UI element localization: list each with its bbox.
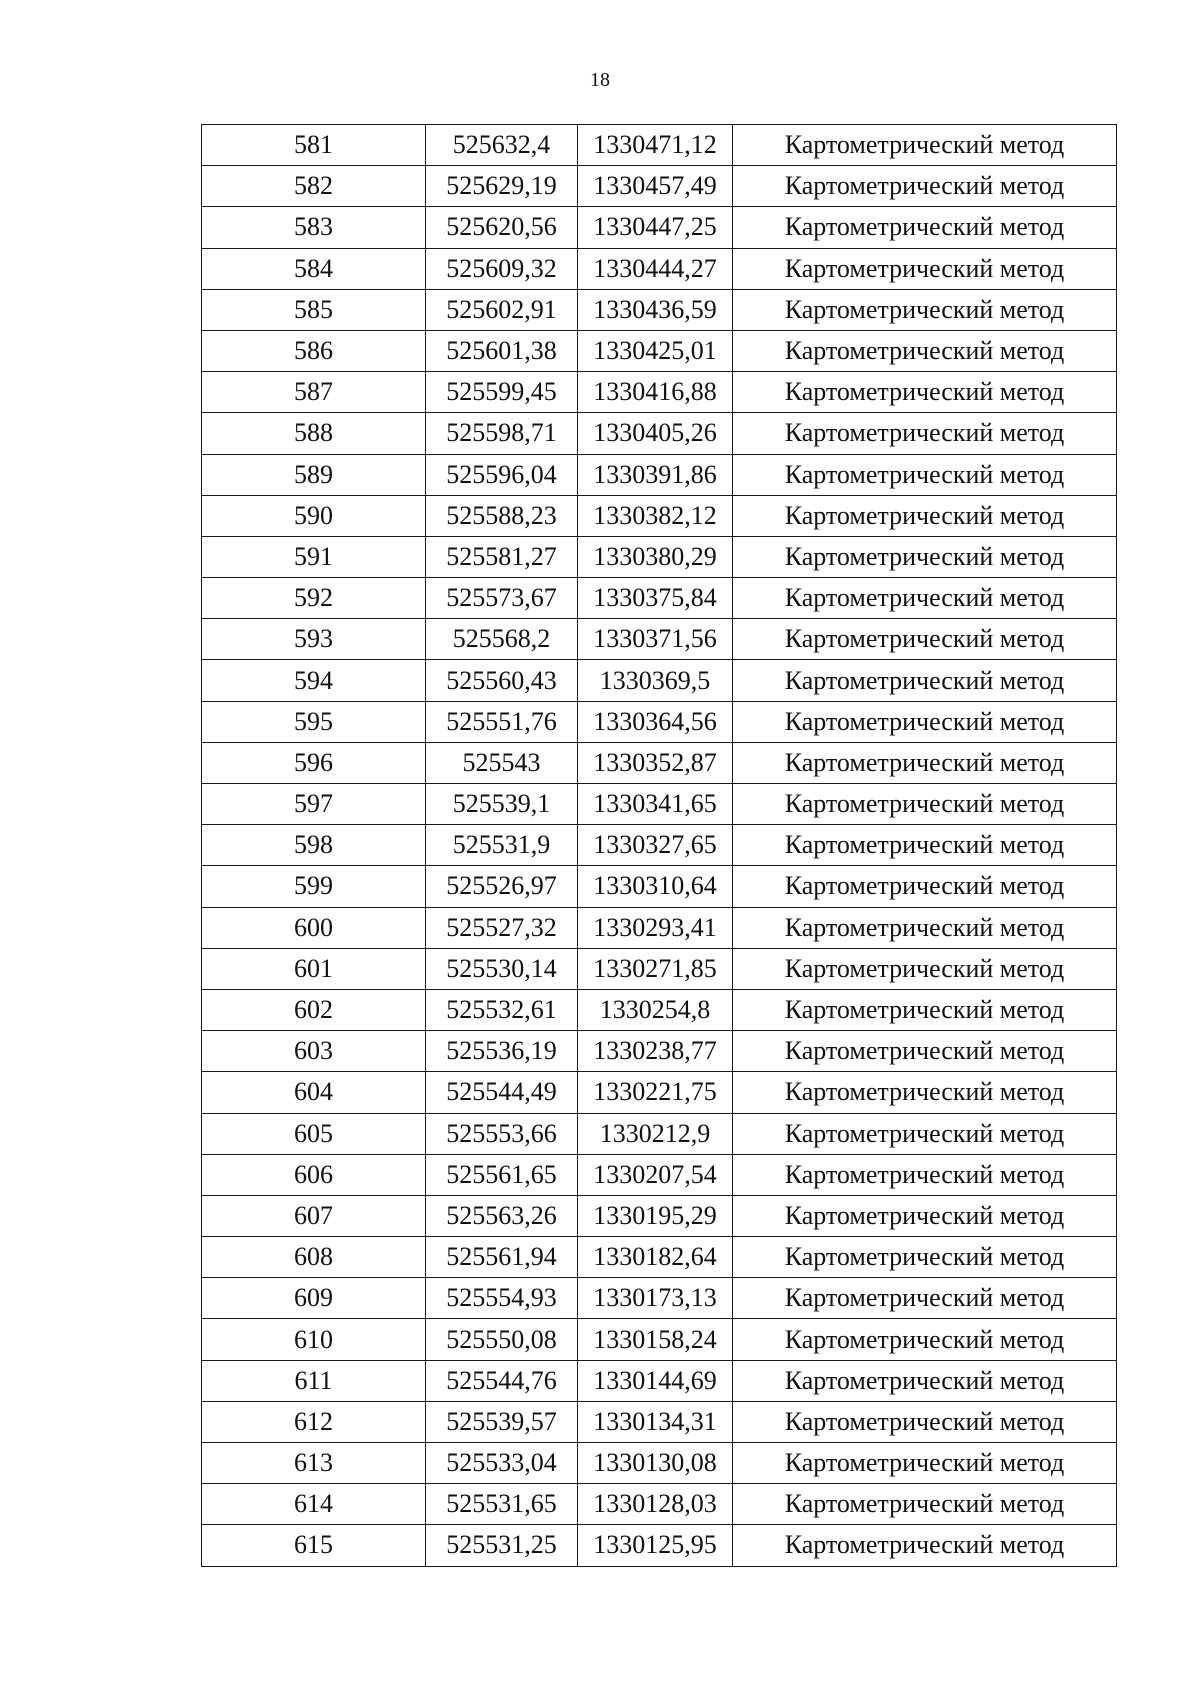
table-row xyxy=(202,1401,1117,1442)
method-cell: Картометрический метод xyxy=(733,989,1117,1030)
x-coordinate-cell: 525544,49 xyxy=(426,1072,578,1113)
x-coordinate-cell: 525581,27 xyxy=(426,536,578,577)
table-row xyxy=(202,1113,1117,1154)
y-coordinate-cell: 1330369,5 xyxy=(578,660,733,701)
y-coordinate-cell: 1330341,65 xyxy=(578,784,733,825)
y-coordinate-cell: 1330144,69 xyxy=(578,1360,733,1401)
y-coordinate-cell: 1330471,12 xyxy=(578,125,733,166)
table-row xyxy=(202,866,1117,907)
table-row xyxy=(202,989,1117,1030)
x-coordinate-cell: 525536,19 xyxy=(426,1031,578,1072)
point-number-cell: 583 xyxy=(202,207,426,248)
table-row xyxy=(202,495,1117,536)
y-coordinate-cell: 1330444,27 xyxy=(578,248,733,289)
point-number-cell: 609 xyxy=(202,1278,426,1319)
y-coordinate-cell: 1330327,65 xyxy=(578,825,733,866)
x-coordinate-cell: 525568,2 xyxy=(426,619,578,660)
x-coordinate-cell: 525560,43 xyxy=(426,660,578,701)
x-coordinate-cell: 525561,94 xyxy=(426,1237,578,1278)
point-number-cell: 582 xyxy=(202,166,426,207)
page-number: 18 xyxy=(590,69,610,91)
method-cell: Картометрический метод xyxy=(733,248,1117,289)
table-row xyxy=(202,1319,1117,1360)
point-number-cell: 610 xyxy=(202,1319,426,1360)
point-number-cell: 591 xyxy=(202,536,426,577)
y-coordinate-cell: 1330457,49 xyxy=(578,166,733,207)
y-coordinate-cell: 1330182,64 xyxy=(578,1237,733,1278)
table-row xyxy=(202,1031,1117,1072)
method-cell: Картометрический метод xyxy=(733,536,1117,577)
point-number-cell: 606 xyxy=(202,1154,426,1195)
table-row xyxy=(202,1278,1117,1319)
y-coordinate-cell: 1330254,8 xyxy=(578,989,733,1030)
y-coordinate-cell: 1330416,88 xyxy=(578,372,733,413)
point-number-cell: 603 xyxy=(202,1031,426,1072)
point-number-cell: 605 xyxy=(202,1113,426,1154)
table-row xyxy=(202,372,1117,413)
table-row xyxy=(202,784,1117,825)
table-row xyxy=(202,125,1117,166)
x-coordinate-cell: 525531,25 xyxy=(426,1525,578,1566)
table-row xyxy=(202,1443,1117,1484)
method-cell: Картометрический метод xyxy=(733,495,1117,536)
point-number-cell: 590 xyxy=(202,495,426,536)
point-number-cell: 613 xyxy=(202,1443,426,1484)
y-coordinate-cell: 1330221,75 xyxy=(578,1072,733,1113)
x-coordinate-cell: 525561,65 xyxy=(426,1154,578,1195)
y-coordinate-cell: 1330352,87 xyxy=(578,742,733,783)
method-cell: Картометрический метод xyxy=(733,1484,1117,1525)
y-coordinate-cell: 1330158,24 xyxy=(578,1319,733,1360)
y-coordinate-cell: 1330128,03 xyxy=(578,1484,733,1525)
x-coordinate-cell: 525543 xyxy=(426,742,578,783)
method-cell: Картометрический метод xyxy=(733,578,1117,619)
x-coordinate-cell: 525539,1 xyxy=(426,784,578,825)
x-coordinate-cell: 525539,57 xyxy=(426,1401,578,1442)
point-number-cell: 592 xyxy=(202,578,426,619)
point-number-cell: 585 xyxy=(202,289,426,330)
method-cell: Картометрический метод xyxy=(733,1237,1117,1278)
method-cell: Картометрический метод xyxy=(733,1278,1117,1319)
method-cell: Картометрический метод xyxy=(733,166,1117,207)
y-coordinate-cell: 1330173,13 xyxy=(578,1278,733,1319)
method-cell: Картометрический метод xyxy=(733,330,1117,371)
point-number-cell: 600 xyxy=(202,907,426,948)
point-number-cell: 599 xyxy=(202,866,426,907)
x-coordinate-cell: 525629,19 xyxy=(426,166,578,207)
table-row xyxy=(202,578,1117,619)
method-cell: Картометрический метод xyxy=(733,1195,1117,1236)
method-cell: Картометрический метод xyxy=(733,742,1117,783)
table-row xyxy=(202,619,1117,660)
method-cell: Картометрический метод xyxy=(733,125,1117,166)
method-cell: Картометрический метод xyxy=(733,1113,1117,1154)
point-number-cell: 589 xyxy=(202,454,426,495)
table-row xyxy=(202,1484,1117,1525)
method-cell: Картометрический метод xyxy=(733,619,1117,660)
method-cell: Картометрический метод xyxy=(733,1319,1117,1360)
y-coordinate-cell: 1330375,84 xyxy=(578,578,733,619)
method-cell: Картометрический метод xyxy=(733,1154,1117,1195)
table-row xyxy=(202,1237,1117,1278)
table-row xyxy=(202,660,1117,701)
x-coordinate-cell: 525573,67 xyxy=(426,578,578,619)
y-coordinate-cell: 1330425,01 xyxy=(578,330,733,371)
y-coordinate-cell: 1330125,95 xyxy=(578,1525,733,1566)
x-coordinate-cell: 525554,93 xyxy=(426,1278,578,1319)
y-coordinate-cell: 1330436,59 xyxy=(578,289,733,330)
x-coordinate-cell: 525550,08 xyxy=(426,1319,578,1360)
table-row xyxy=(202,1072,1117,1113)
x-coordinate-cell: 525531,65 xyxy=(426,1484,578,1525)
y-coordinate-cell: 1330380,29 xyxy=(578,536,733,577)
x-coordinate-cell: 525530,14 xyxy=(426,948,578,989)
point-number-cell: 595 xyxy=(202,701,426,742)
method-cell: Картометрический метод xyxy=(733,1525,1117,1566)
table-row xyxy=(202,1154,1117,1195)
table-row xyxy=(202,330,1117,371)
x-coordinate-cell: 525598,71 xyxy=(426,413,578,454)
y-coordinate-cell: 1330391,86 xyxy=(578,454,733,495)
x-coordinate-cell: 525588,23 xyxy=(426,495,578,536)
y-coordinate-cell: 1330382,12 xyxy=(578,495,733,536)
point-number-cell: 607 xyxy=(202,1195,426,1236)
point-number-cell: 611 xyxy=(202,1360,426,1401)
x-coordinate-cell: 525551,76 xyxy=(426,701,578,742)
y-coordinate-cell: 1330405,26 xyxy=(578,413,733,454)
method-cell: Картометрический метод xyxy=(733,1031,1117,1072)
method-cell: Картометрический метод xyxy=(733,866,1117,907)
method-cell: Картометрический метод xyxy=(733,701,1117,742)
table-row xyxy=(202,907,1117,948)
method-cell: Картометрический метод xyxy=(733,289,1117,330)
x-coordinate-cell: 525531,9 xyxy=(426,825,578,866)
y-coordinate-cell: 1330134,31 xyxy=(578,1401,733,1442)
point-number-cell: 586 xyxy=(202,330,426,371)
y-coordinate-cell: 1330271,85 xyxy=(578,948,733,989)
table-row xyxy=(202,1195,1117,1236)
x-coordinate-cell: 525533,04 xyxy=(426,1443,578,1484)
point-number-cell: 581 xyxy=(202,125,426,166)
point-number-cell: 604 xyxy=(202,1072,426,1113)
x-coordinate-cell: 525602,91 xyxy=(426,289,578,330)
method-cell: Картометрический метод xyxy=(733,1072,1117,1113)
table-row xyxy=(202,207,1117,248)
point-number-cell: 594 xyxy=(202,660,426,701)
point-number-cell: 587 xyxy=(202,372,426,413)
x-coordinate-cell: 525563,26 xyxy=(426,1195,578,1236)
coordinates-table-body xyxy=(202,125,1117,1567)
method-cell: Картометрический метод xyxy=(733,825,1117,866)
point-number-cell: 597 xyxy=(202,784,426,825)
x-coordinate-cell: 525526,97 xyxy=(426,866,578,907)
x-coordinate-cell: 525532,61 xyxy=(426,989,578,1030)
point-number-cell: 601 xyxy=(202,948,426,989)
method-cell: Картометрический метод xyxy=(733,660,1117,701)
point-number-cell: 615 xyxy=(202,1525,426,1566)
y-coordinate-cell: 1330195,29 xyxy=(578,1195,733,1236)
x-coordinate-cell: 525596,04 xyxy=(426,454,578,495)
point-number-cell: 588 xyxy=(202,413,426,454)
y-coordinate-cell: 1330447,25 xyxy=(578,207,733,248)
table-row xyxy=(202,166,1117,207)
x-coordinate-cell: 525620,56 xyxy=(426,207,578,248)
y-coordinate-cell: 1330293,41 xyxy=(578,907,733,948)
y-coordinate-cell: 1330238,77 xyxy=(578,1031,733,1072)
x-coordinate-cell: 525544,76 xyxy=(426,1360,578,1401)
x-coordinate-cell: 525599,45 xyxy=(426,372,578,413)
table-row xyxy=(202,825,1117,866)
point-number-cell: 584 xyxy=(202,248,426,289)
table-row xyxy=(202,1525,1117,1566)
y-coordinate-cell: 1330130,08 xyxy=(578,1443,733,1484)
method-cell: Картометрический метод xyxy=(733,948,1117,989)
table-row xyxy=(202,248,1117,289)
table-row xyxy=(202,1360,1117,1401)
method-cell: Картометрический метод xyxy=(733,1443,1117,1484)
method-cell: Картометрический метод xyxy=(733,372,1117,413)
method-cell: Картометрический метод xyxy=(733,454,1117,495)
method-cell: Картометрический метод xyxy=(733,1401,1117,1442)
y-coordinate-cell: 1330364,56 xyxy=(578,701,733,742)
y-coordinate-cell: 1330212,9 xyxy=(578,1113,733,1154)
point-number-cell: 608 xyxy=(202,1237,426,1278)
x-coordinate-cell: 525601,38 xyxy=(426,330,578,371)
y-coordinate-cell: 1330371,56 xyxy=(578,619,733,660)
table-row xyxy=(202,536,1117,577)
x-coordinate-cell: 525609,32 xyxy=(426,248,578,289)
table-row xyxy=(202,948,1117,989)
y-coordinate-cell: 1330310,64 xyxy=(578,866,733,907)
x-coordinate-cell: 525553,66 xyxy=(426,1113,578,1154)
method-cell: Картометрический метод xyxy=(733,784,1117,825)
table-row xyxy=(202,289,1117,330)
point-number-cell: 614 xyxy=(202,1484,426,1525)
point-number-cell: 602 xyxy=(202,989,426,1030)
point-number-cell: 593 xyxy=(202,619,426,660)
method-cell: Картометрический метод xyxy=(733,413,1117,454)
x-coordinate-cell: 525632,4 xyxy=(426,125,578,166)
table-row xyxy=(202,742,1117,783)
point-number-cell: 612 xyxy=(202,1401,426,1442)
table-row xyxy=(202,413,1117,454)
table-row xyxy=(202,701,1117,742)
table-row xyxy=(202,454,1117,495)
point-number-cell: 596 xyxy=(202,742,426,783)
method-cell: Картометрический метод xyxy=(733,207,1117,248)
method-cell: Картометрический метод xyxy=(733,907,1117,948)
method-cell: Картометрический метод xyxy=(733,1360,1117,1401)
coordinates-table xyxy=(201,124,1117,1567)
point-number-cell: 598 xyxy=(202,825,426,866)
y-coordinate-cell: 1330207,54 xyxy=(578,1154,733,1195)
x-coordinate-cell: 525527,32 xyxy=(426,907,578,948)
